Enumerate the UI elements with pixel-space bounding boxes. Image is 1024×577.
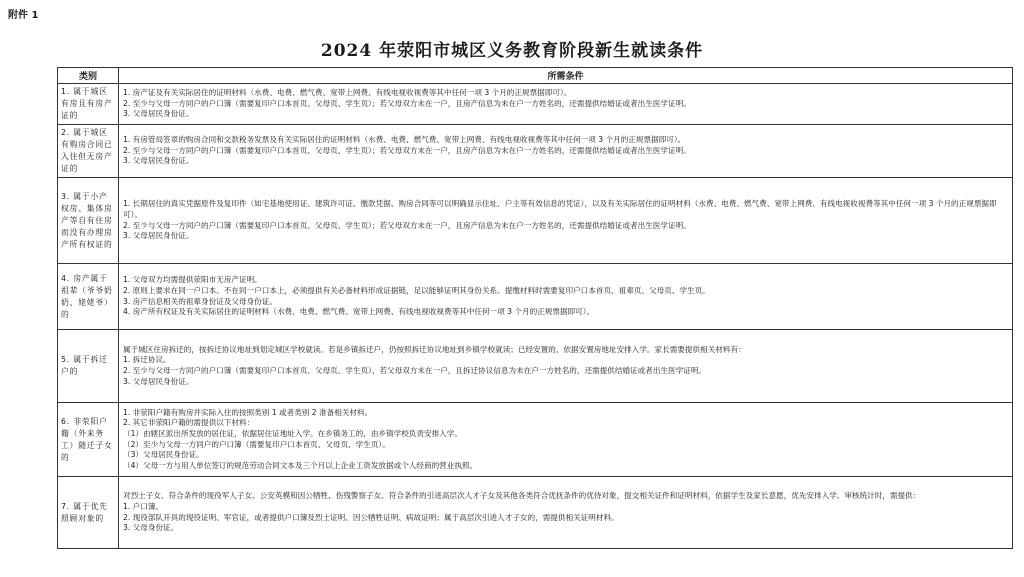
row-category: 3. 属于小产权房、集体房产等自有住房而没有办理房产所有权证的 [58,178,119,264]
row-requirements [119,264,1013,330]
requirement-line: 3. 父母居民身份证。 [123,156,194,166]
row-requirements [119,477,1013,549]
requirement-line: 3. 父母居民身份证。 [123,376,194,386]
row-requirements [119,178,1013,264]
requirement-line: 1. 父母双方均需提供荥阳市无房产证明。 [123,275,262,285]
requirement-line: 3. 房产信息相关的祖辈身份证及父母身份证。 [123,296,277,306]
requirement-line: 2. 原则上要求在同一户口本。不在同一户口本上，必须提供有关必备材料形成证据链，足以能够证明其身份关系。提缴材料时需要复印户口本首页、祖辈页、父母页、学生页。 [123,285,710,295]
row-requirements [119,125,1013,178]
row-category: 4. 房产属于祖辈（爷爷奶奶、姥姥爷）的 [58,264,119,330]
requirement-line: （3）父母居民身份证。 [123,450,204,460]
table-row [58,264,1013,330]
requirement-line: 2. 至少与父母一方同户的户口簿（需要复印户口本首页、父母页、学生页），若父母双方未在一户，且拆迁协议信息为未在户一方姓名的，还需提供结婚证或者出生医学证明。 [123,366,706,375]
requirement-line: 1. 有房管局签章的购房合同和交款税务发票及有关实际居住的证明材料（水费、电费、燃气费、宽带上网费、有线电视收视费等其中任何一项 3 个月的正规票据即可）。 [123,135,686,145]
table-row [58,178,1013,264]
table-row [58,403,1013,477]
row-category: 2. 属于城区有购房合同已入住但无房产证的 [58,125,119,178]
row-requirements [119,330,1013,403]
row-requirements [119,403,1013,477]
requirement-line: 2. 其它非荥阳户籍的需提供以下材料： [123,418,255,428]
requirement-line: 2. 至少与父母一方同户的户口簿（需要复印户口本首页、父母页、学生页）；若父母双方未在一户，且房产信息为未在户一方姓名的，还需提供结婚证或者出生医学证明。 [123,98,691,108]
table-row [58,84,1013,125]
requirement-line: 3. 父母居民身份证。 [123,231,194,241]
table-row [58,125,1013,178]
requirement-line: （2）至少与父母一方同户的户口簿（需要复印户口本首页、父母页、学生页）。 [123,439,390,449]
row-category: 5. 属于拆迁户的 [58,330,119,403]
requirement-line: 2. 至少与父母一方同户的户口簿（需要复印户口本首页、父母页、学生页）；若父母双方未在一户，且房产信息为未在户一方姓名的，还需提供结婚证或者出生医学证明。 [123,145,691,155]
requirement-line: 1. 房产证及有关实际居住的证明材料（水费、电费、燃气费、宽带上网费、有线电视收视费等其中任何一项 3 个月的正规票据即可）。 [123,88,572,98]
table-header-row [58,68,1013,84]
requirement-line: 1. 非荥阳户籍有购房并实际入住的按照类别 1 或者类别 2 准备相关材料。 [123,407,373,417]
table-row [58,477,1013,549]
document-title: 2024 年荥阳市城区义务教育阶段新生就读条件 [320,41,704,61]
header-requirements: 所需条件 [119,68,1013,84]
requirements-table [57,67,1013,549]
requirement-line: （4）父母一方与用人单位签订的规范劳动合同文本及三个月以上企业工资发放据或个人经商的营业执照。 [123,460,478,470]
requirement-line: 2. 现役部队开具的现役证明、军官证，或者提供户口簿及烈士证明、因公牺牲证明、病故证明；属于高层次引进人才子女的，需提供相关证明材料。 [123,512,619,522]
requirement-line: 3. 父母居民身份证。 [123,109,194,119]
requirement-line: 属于城区住房拆迁的，按拆迁协议地址到划定城区学校就读。若是乡镇拆迁户，仍按照拆迁协议地址到乡镇学校就读；已经安置的，依据安置房地址安排入学。家长需要提供相关材料有： [123,344,746,354]
requirement-line: 1. 长期居住的真实凭据原件及复印件（如宅基地使用证、建筑许可证、缴款凭据、购房合同等可以明确显示住址、户主等有效信息的凭证），以及有关实际居住的证明材料（水费、电费、燃气费、宽带上网费、有线电视收视费等其中任何一项 3 个月的正规票据即可）。 [123,199,997,219]
requirement-line: 1. 户口簿。 [123,501,164,511]
requirement-line: 对烈士子女、符合条件的现役军人子女、公安英模和因公牺牲、伤残警察子女、符合条件的引进高层次人才子女及其他各类符合优抚条件的优待对象，提交相关证件和证明材料，依据学生及家长意愿，优先安排入学。审核统计时，需提供： [123,491,921,501]
annex-label: 附件 1 [8,10,39,21]
header-category: 类别 [58,68,119,84]
requirement-line: 3. 父母身份证。 [123,523,179,533]
requirement-line: 4. 房产所有权证及有关实际居住的证明材料（水费、电费、燃气费、宽带上网费、有线电视收视费等其中任何一项 3 个月的正规票据即可）。 [123,307,595,317]
requirement-line: （1）由辖区派出所发放的居住证，依据居住证地址入学。在乡镇务工的，由乡镇学校负责安排入学。 [123,428,462,438]
table-row [58,330,1013,403]
row-category: 6. 非荥阳户籍（外来务工）随迁子女的 [58,403,119,477]
row-category: 7. 属于优先照顾对象的 [58,477,119,549]
row-requirements [119,84,1013,125]
row-category: 1. 属于城区有房且有房产证的 [58,84,119,125]
requirement-line: 1. 拆迁协议。 [123,355,171,365]
requirement-line: 2. 至少与父母一方同户的户口簿（需要复印户口本首页、父母页、学生页）；若父母双方未在一户，且房产信息为未在户一方姓名的，还需提供结婚证或者出生医学证明。 [123,220,691,230]
